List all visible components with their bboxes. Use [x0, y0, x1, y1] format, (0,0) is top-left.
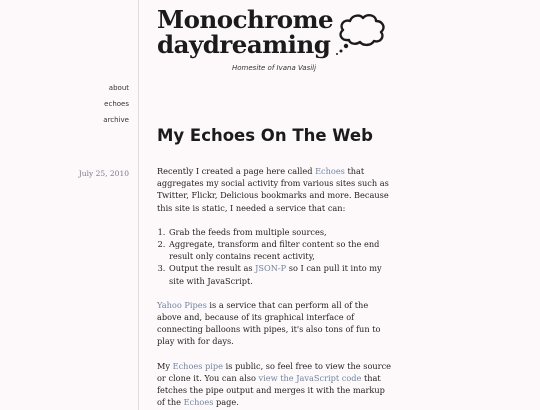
text-run: that aggregates my social activity from various sites such as Twitter, Flickr, Delicious bookmarks and more. Because this site is static, I needed a service that can: — [157, 166, 389, 213]
site-title-line1: Monochrome — [157, 5, 334, 34]
site-title-line2: daydreaming — [157, 30, 331, 59]
echoes-page-link[interactable]: Echoes — [183, 397, 214, 408]
nav-link-archive[interactable]: archive — [103, 116, 129, 124]
main-nav — [103, 80, 129, 128]
paragraph-yahoo-pipes — [157, 299, 393, 348]
requirements-list — [157, 226, 393, 287]
text-run: Output the result as — [169, 263, 256, 274]
javascript-code-link[interactable]: view the JavaScript code — [258, 372, 362, 383]
text-run: is a service that can perform all of the above and, because of its graphical interface of connecting balloons with pipes, it's also tons of fun to play with for days. — [157, 299, 381, 347]
text-run: so I can pull it into my site with JavaScript. — [169, 263, 382, 286]
text-run: page. — [213, 397, 239, 408]
site-title[interactable] — [157, 7, 333, 57]
post-date: July 25, 2010 — [78, 169, 129, 178]
json-p-link[interactable]: JSON-P — [255, 263, 287, 274]
echoes-pipe-link[interactable]: Echoes pipe — [172, 360, 223, 371]
site-header — [157, 7, 333, 57]
post-body — [157, 165, 393, 410]
yahoo-pipes-link[interactable]: Yahoo Pipes — [157, 299, 207, 310]
text-run: Recently I created a page here called — [157, 166, 316, 176]
text-run: that fetches the pipe output and merges it with the markup of the — [157, 372, 385, 408]
nav-link-echoes[interactable]: echoes — [104, 100, 129, 108]
thought-cloud-icon — [333, 10, 389, 56]
list-item: 2. Aggregate, transform and filter content so the end result only contains recent activity, — [168, 238, 393, 262]
post-title[interactable]: My Echoes On The Web — [157, 126, 373, 145]
column-divider — [138, 0, 139, 410]
list-item: 1. Grab the feeds from multiple sources, — [168, 226, 393, 238]
paragraph-intro — [157, 165, 393, 214]
text-run: is public, so feel free to view the source or clone it. You can also — [157, 360, 392, 383]
paragraph-echoes-pipe — [157, 360, 393, 409]
nav-link-about[interactable]: about — [108, 84, 129, 92]
text-run: My — [157, 360, 173, 371]
echoes-link[interactable]: Echoes — [315, 166, 345, 176]
list-item — [168, 262, 393, 286]
site-tagline: Homesite of Ivana Vasilj — [232, 64, 317, 72]
